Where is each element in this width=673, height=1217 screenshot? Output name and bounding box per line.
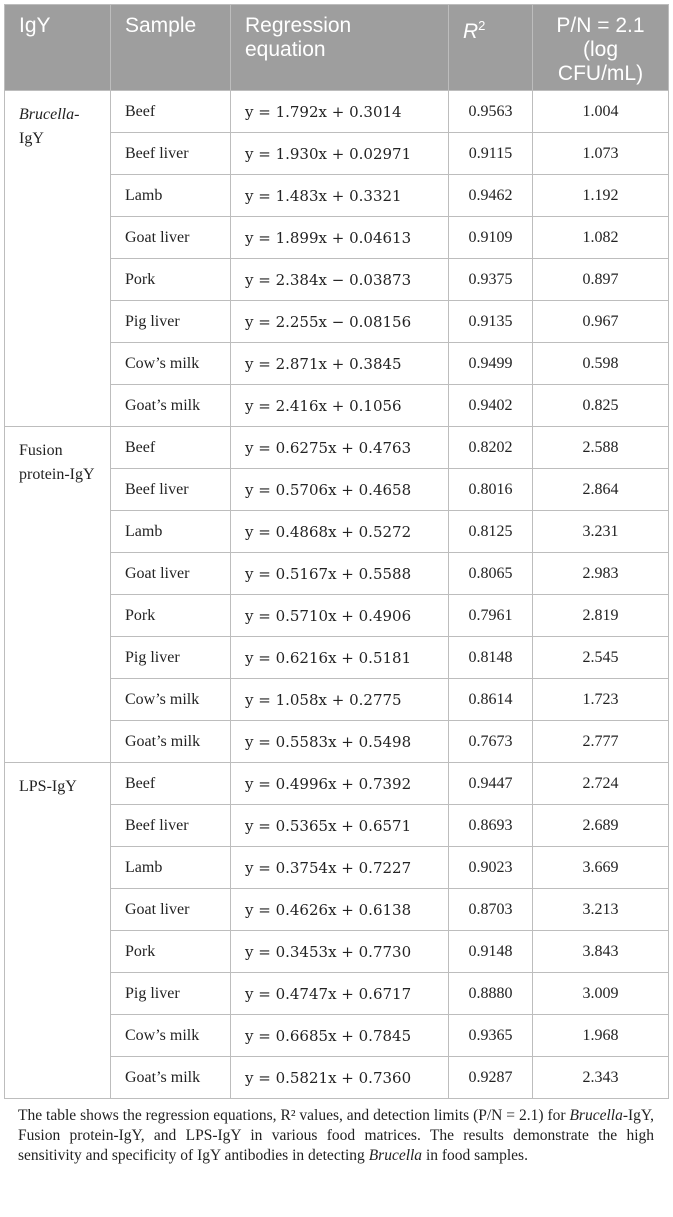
cell-pn: 2.864 <box>533 469 669 511</box>
cell-sample: Goat liver <box>111 889 231 931</box>
caption-italic-2: Brucella <box>368 1147 423 1164</box>
caption-part-2: -IgY, Fusion protein-IgY, and LPS-IgY in various food matrices. The results demonstrate the high sensitivity and specificity of IgY antibodies in detecting <box>18 1107 654 1164</box>
cell-pn: 2.545 <box>533 637 669 679</box>
cell-sample: Pig liver <box>111 637 231 679</box>
cell-equation: y = 0.3453x + 0.7730 <box>231 931 449 973</box>
group-label <box>5 91 111 427</box>
cell-r2: 0.8880 <box>449 973 533 1015</box>
caption-italic-1: Brucella <box>569 1107 623 1124</box>
cell-pn: 1.723 <box>533 679 669 721</box>
cell-sample: Cow’s milk <box>111 1015 231 1057</box>
cell-r2: 0.8693 <box>449 805 533 847</box>
cell-equation: y = 0.5821x + 0.7360 <box>231 1057 449 1099</box>
cell-equation: y = 0.5365x + 0.6571 <box>231 805 449 847</box>
group-label-text: -IgY <box>19 106 80 147</box>
cell-r2: 0.7673 <box>449 721 533 763</box>
cell-r2: 0.9148 <box>449 931 533 973</box>
cell-pn: 3.009 <box>533 973 669 1015</box>
cell-sample: Lamb <box>111 175 231 217</box>
cell-sample: Beef <box>111 763 231 805</box>
cell-r2: 0.9375 <box>449 259 533 301</box>
cell-sample: Beef <box>111 427 231 469</box>
cell-sample: Cow’s milk <box>111 679 231 721</box>
cell-sample: Goat’s milk <box>111 721 231 763</box>
cell-pn: 3.231 <box>533 511 669 553</box>
table-body <box>5 91 669 1099</box>
cell-pn: 2.724 <box>533 763 669 805</box>
cell-pn: 2.983 <box>533 553 669 595</box>
header-r2 <box>449 5 533 91</box>
cell-sample: Pig liver <box>111 301 231 343</box>
group-label <box>5 763 111 1099</box>
cell-equation: y = 0.5706x + 0.4658 <box>231 469 449 511</box>
table-caption <box>4 1106 668 1166</box>
cell-equation: y = 2.384x − 0.03873 <box>231 259 449 301</box>
cell-equation: y = 1.058x + 0.2775 <box>231 679 449 721</box>
cell-sample: Pig liver <box>111 973 231 1015</box>
cell-equation: y = 0.6275x + 0.4763 <box>231 427 449 469</box>
cell-pn: 0.967 <box>533 301 669 343</box>
cell-r2: 0.9109 <box>449 217 533 259</box>
cell-equation: y = 0.4868x + 0.5272 <box>231 511 449 553</box>
cell-pn: 2.777 <box>533 721 669 763</box>
cell-r2: 0.9563 <box>449 91 533 133</box>
cell-equation: y = 0.4626x + 0.6138 <box>231 889 449 931</box>
regression-table <box>4 4 669 1099</box>
table-row <box>5 91 669 133</box>
cell-pn: 2.343 <box>533 1057 669 1099</box>
cell-r2: 0.9135 <box>449 301 533 343</box>
cell-equation: y = 0.4996x + 0.7392 <box>231 763 449 805</box>
cell-equation: y = 0.5583x + 0.5498 <box>231 721 449 763</box>
cell-equation: y = 2.871x + 0.3845 <box>231 343 449 385</box>
cell-sample: Beef liver <box>111 805 231 847</box>
cell-equation: y = 1.792x + 0.3014 <box>231 91 449 133</box>
header-row <box>5 5 669 91</box>
cell-pn: 3.213 <box>533 889 669 931</box>
header-r2-label: R <box>463 20 479 43</box>
cell-equation: y = 0.5710x + 0.4906 <box>231 595 449 637</box>
cell-equation: y = 2.255x − 0.08156 <box>231 301 449 343</box>
cell-sample: Goat liver <box>111 553 231 595</box>
cell-r2: 0.9115 <box>449 133 533 175</box>
cell-r2: 0.8614 <box>449 679 533 721</box>
cell-r2: 0.8016 <box>449 469 533 511</box>
cell-sample: Pork <box>111 595 231 637</box>
table-header <box>5 5 669 91</box>
cell-equation: y = 0.3754x + 0.7227 <box>231 847 449 889</box>
table-row <box>5 427 669 469</box>
cell-r2: 0.7961 <box>449 595 533 637</box>
cell-pn: 2.689 <box>533 805 669 847</box>
cell-sample: Pork <box>111 259 231 301</box>
cell-sample: Beef liver <box>111 133 231 175</box>
cell-pn: 2.819 <box>533 595 669 637</box>
cell-pn: 1.004 <box>533 91 669 133</box>
header-sample: Sample <box>111 5 231 91</box>
cell-r2: 0.9023 <box>449 847 533 889</box>
cell-sample: Beef liver <box>111 469 231 511</box>
cell-pn: 1.082 <box>533 217 669 259</box>
cell-sample: Goat’s milk <box>111 385 231 427</box>
cell-sample: Beef <box>111 91 231 133</box>
cell-equation: y = 0.4747x + 0.6717 <box>231 973 449 1015</box>
header-r2-sup: 2 <box>478 18 486 33</box>
cell-equation: y = 1.930x + 0.02971 <box>231 133 449 175</box>
cell-r2: 0.9402 <box>449 385 533 427</box>
cell-pn: 0.897 <box>533 259 669 301</box>
group-label-text: LPS-IgY <box>19 778 77 795</box>
cell-r2: 0.8065 <box>449 553 533 595</box>
cell-sample: Lamb <box>111 511 231 553</box>
cell-pn: 0.825 <box>533 385 669 427</box>
cell-sample: Pork <box>111 931 231 973</box>
cell-r2: 0.8202 <box>449 427 533 469</box>
group-label-italic: Brucella <box>19 106 75 123</box>
cell-equation: y = 0.5167x + 0.5588 <box>231 553 449 595</box>
cell-equation: y = 1.899x + 0.04613 <box>231 217 449 259</box>
cell-equation: y = 0.6216x + 0.5181 <box>231 637 449 679</box>
group-label-text: Fusion protein-IgY <box>19 442 95 483</box>
cell-equation: y = 2.416x + 0.1056 <box>231 385 449 427</box>
cell-pn: 1.968 <box>533 1015 669 1057</box>
cell-sample: Goat’s milk <box>111 1057 231 1099</box>
cell-r2: 0.8148 <box>449 637 533 679</box>
group-label <box>5 427 111 763</box>
header-igy: IgY <box>5 5 111 91</box>
cell-sample: Lamb <box>111 847 231 889</box>
cell-r2: 0.8703 <box>449 889 533 931</box>
cell-r2: 0.9499 <box>449 343 533 385</box>
cell-equation: y = 1.483x + 0.3321 <box>231 175 449 217</box>
cell-pn: 3.843 <box>533 931 669 973</box>
cell-pn: 1.192 <box>533 175 669 217</box>
cell-pn: 1.073 <box>533 133 669 175</box>
cell-sample: Cow’s milk <box>111 343 231 385</box>
cell-pn: 0.598 <box>533 343 669 385</box>
table-row <box>5 763 669 805</box>
cell-r2: 0.9287 <box>449 1057 533 1099</box>
cell-pn: 2.588 <box>533 427 669 469</box>
cell-r2: 0.9365 <box>449 1015 533 1057</box>
caption-part-1: The table shows the regression equations, R² values, and detection limits (P/N = 2.1) for <box>18 1107 570 1124</box>
caption-part-3: in food samples. <box>422 1147 528 1164</box>
cell-r2: 0.9462 <box>449 175 533 217</box>
table-container <box>4 4 668 1166</box>
cell-equation: y = 0.6685x + 0.7845 <box>231 1015 449 1057</box>
cell-r2: 0.8125 <box>449 511 533 553</box>
header-equation: Regression equation <box>231 5 449 91</box>
cell-pn: 3.669 <box>533 847 669 889</box>
cell-r2: 0.9447 <box>449 763 533 805</box>
header-pn: P/N = 2.1 (log CFU/mL) <box>533 5 669 91</box>
cell-sample: Goat liver <box>111 217 231 259</box>
